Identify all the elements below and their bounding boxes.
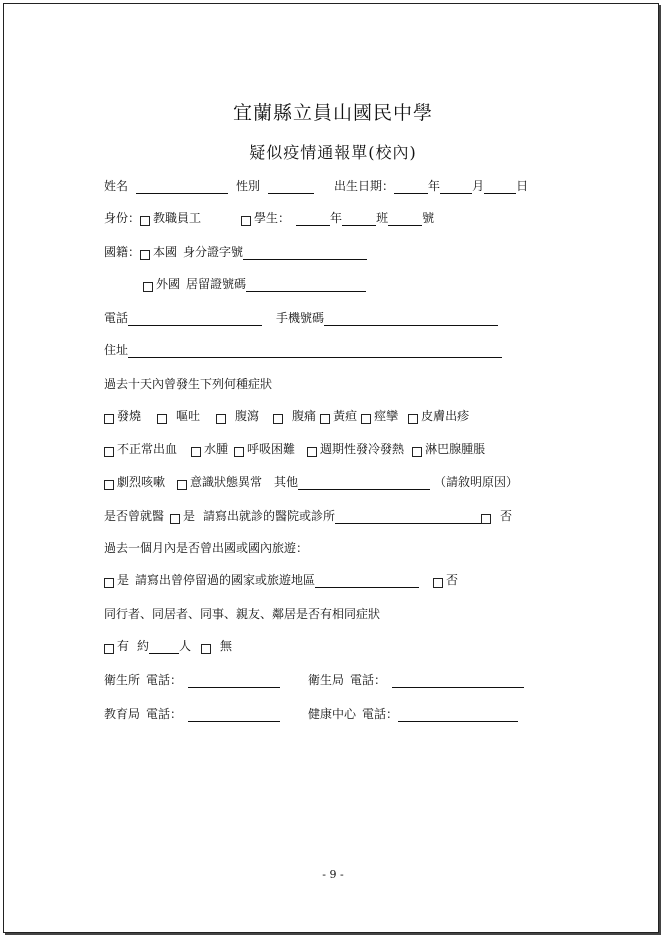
row-phone xyxy=(104,310,498,326)
contacts-yes-checkbox[interactable] xyxy=(104,644,114,654)
vomit-checkbox[interactable] xyxy=(157,414,167,424)
health-bureau-phone-field[interactable] xyxy=(392,675,524,688)
student-class-field[interactable] xyxy=(342,213,376,226)
symptom-label: 腹瀉 xyxy=(235,409,260,423)
contacts-count-field[interactable] xyxy=(149,641,179,654)
symptom-label: 淋巴腺腫脹 xyxy=(425,442,486,456)
health-station-label: 衛生所 xyxy=(104,673,141,687)
student-year-label: 年 xyxy=(330,211,343,225)
travel-location-field[interactable] xyxy=(315,575,419,588)
gender-field[interactable] xyxy=(268,181,314,194)
phone-label: 電話 xyxy=(104,311,129,325)
jaundice-checkbox[interactable] xyxy=(320,414,330,424)
bleeding-checkbox[interactable] xyxy=(104,447,114,457)
symptoms-row-3 xyxy=(104,474,518,490)
residence-number-label: 居留證號碼 xyxy=(186,277,247,291)
dyspnea-checkbox[interactable] xyxy=(234,447,244,457)
row-agencies-1 xyxy=(104,672,524,688)
row-personal-info xyxy=(104,178,528,194)
health-bureau-label: 衛生局 xyxy=(308,673,345,687)
travel-no-label: 否 xyxy=(446,573,459,587)
symptom-label: 水腫 xyxy=(204,442,229,456)
travel-no-checkbox[interactable] xyxy=(433,578,443,588)
domestic-checkbox[interactable] xyxy=(140,250,150,260)
school-title: 宜蘭縣立員山國民中學 xyxy=(232,102,433,124)
health-center-label: 健康中心 xyxy=(308,707,357,721)
convulsion-checkbox[interactable] xyxy=(361,414,371,424)
medical-no-label: 否 xyxy=(500,509,513,523)
birth-day-field[interactable] xyxy=(484,181,516,194)
row-contacts xyxy=(104,638,232,654)
gender-label: 性別 xyxy=(236,179,261,193)
other-field[interactable] xyxy=(298,477,430,490)
education-bureau-label: 教育局 xyxy=(104,707,141,721)
row-address xyxy=(104,342,502,358)
symptom-label: 腹痛 xyxy=(292,409,317,423)
symptoms-row-2 xyxy=(104,441,485,457)
symptom-label: 週期性發冷發熱 xyxy=(320,442,405,456)
student-checkbox[interactable] xyxy=(241,216,251,226)
row-travel xyxy=(104,572,458,588)
cough-checkbox[interactable] xyxy=(104,480,114,490)
lymph-checkbox[interactable] xyxy=(412,447,422,457)
symptoms-question: 過去十天內曾發生下列何種症狀 xyxy=(104,377,273,391)
symptom-label: 意識狀態異常 xyxy=(190,475,263,489)
travel-yes-checkbox[interactable] xyxy=(104,578,114,588)
staff-label: 教職員工 xyxy=(153,211,202,225)
birth-month-field[interactable] xyxy=(440,181,472,194)
abdominal-pain-checkbox[interactable] xyxy=(273,414,283,424)
medical-question: 是否曾就醫 xyxy=(104,509,165,523)
contacts-people-label: 人 xyxy=(179,639,192,653)
name-label: 姓名 xyxy=(104,179,129,193)
nationality-label: 國籍： xyxy=(104,245,141,259)
student-label: 學生： xyxy=(254,211,291,225)
identity-label: 身份： xyxy=(104,211,141,225)
edema-checkbox[interactable] xyxy=(191,447,201,457)
symptom-label: 呼吸困難 xyxy=(247,442,296,456)
domestic-label: 本國 xyxy=(153,245,178,259)
mobile-field[interactable] xyxy=(324,313,498,326)
form-title: 疑似疫情通報單(校內) xyxy=(249,143,417,162)
foreign-checkbox[interactable] xyxy=(143,282,153,292)
page-number: - 9 - xyxy=(322,868,344,881)
symptoms-row-1 xyxy=(104,408,469,424)
periodic-fever-checkbox[interactable] xyxy=(307,447,317,457)
birth-date-label: 出生日期： xyxy=(334,179,395,193)
health-center-phone-field[interactable] xyxy=(398,709,518,722)
travel-yes-note: 請寫出曾停留過的國家或旅遊地區 xyxy=(135,573,316,587)
symptom-label: 皮膚出疹 xyxy=(421,409,470,423)
symptom-label: 不正常出血 xyxy=(117,442,178,456)
row-identity xyxy=(104,210,434,226)
consciousness-checkbox[interactable] xyxy=(177,480,187,490)
medical-no-checkbox[interactable] xyxy=(481,514,491,524)
phone-field[interactable] xyxy=(128,313,262,326)
address-field[interactable] xyxy=(128,345,502,358)
health-station-phone-label: 電話： xyxy=(146,673,183,687)
id-number-field[interactable] xyxy=(243,247,367,260)
contacts-question: 同行者、同居者、同事、親友、鄰居是否有相同症狀 xyxy=(104,607,381,621)
number-label: 號 xyxy=(422,211,435,225)
symptom-label: 痙攣 xyxy=(374,409,399,423)
class-label: 班 xyxy=(376,211,389,225)
day-label: 日 xyxy=(516,179,529,193)
contacts-about-label: 約 xyxy=(137,639,150,653)
birth-year-field[interactable] xyxy=(394,181,428,194)
health-bureau-phone-label: 電話： xyxy=(350,673,387,687)
fever-checkbox[interactable] xyxy=(104,414,114,424)
travel-question: 過去一個月內是否曾出國或國內旅遊： xyxy=(104,541,309,555)
row-nationality-foreign xyxy=(143,276,366,292)
row-nationality-domestic xyxy=(104,244,367,260)
education-bureau-phone-label: 電話： xyxy=(146,707,183,721)
other-label: 其他 xyxy=(274,475,299,489)
symptom-label: 劇烈咳嗽 xyxy=(117,475,166,489)
foreign-label: 外國 xyxy=(156,277,181,291)
contacts-no-checkbox[interactable] xyxy=(201,644,211,654)
medical-yes-label: 是 xyxy=(183,509,196,523)
id-number-label: 身分證字號 xyxy=(183,245,244,259)
address-label: 住址 xyxy=(104,343,129,357)
residence-number-field[interactable] xyxy=(246,279,366,292)
medical-facility-field[interactable] xyxy=(335,511,481,524)
education-bureau-phone-field[interactable] xyxy=(188,709,280,722)
row-medical xyxy=(104,508,512,524)
contacts-yes-label: 有 xyxy=(117,639,130,653)
student-year-field[interactable] xyxy=(296,213,330,226)
row-agencies-2 xyxy=(104,706,518,722)
symptom-label: 黃疸 xyxy=(333,409,358,423)
staff-checkbox[interactable] xyxy=(140,216,150,226)
medical-yes-note: 請寫出就診的醫院或診所 xyxy=(203,509,336,523)
month-label: 月 xyxy=(472,179,485,193)
travel-yes-label: 是 xyxy=(117,573,130,587)
medical-yes-checkbox[interactable] xyxy=(170,514,180,524)
rash-checkbox[interactable] xyxy=(408,414,418,424)
diarrhea-checkbox[interactable] xyxy=(216,414,226,424)
other-note: （請敘明原因） xyxy=(434,475,519,489)
symptom-label: 嘔吐 xyxy=(176,409,201,423)
name-field[interactable] xyxy=(136,181,228,194)
contacts-no-label: 無 xyxy=(220,639,233,653)
health-station-phone-field[interactable] xyxy=(188,675,280,688)
symptom-label: 發燒 xyxy=(117,409,142,423)
health-center-phone-label: 電話： xyxy=(362,707,399,721)
student-number-field[interactable] xyxy=(388,213,422,226)
mobile-label: 手機號碼 xyxy=(276,311,325,325)
year-label: 年 xyxy=(428,179,441,193)
